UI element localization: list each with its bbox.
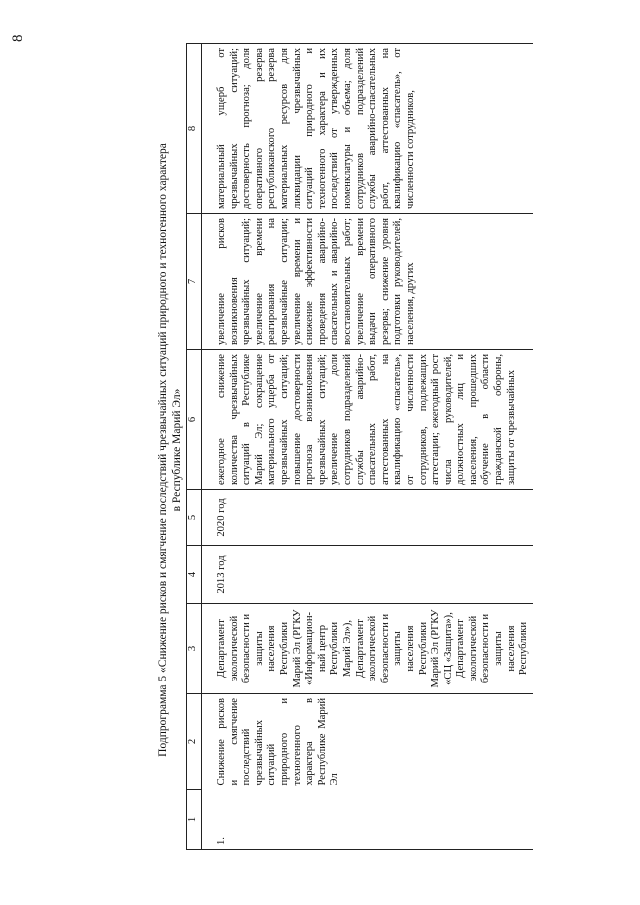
start-year-cell: 2013 год <box>202 546 533 604</box>
page-number: 8 <box>10 34 26 42</box>
header-cell: 4 <box>187 546 202 604</box>
header-cell: 3 <box>187 604 202 694</box>
title-line-1: Подпрограмма 5 «Снижение рисков и смягчение последствий чрезвычайных ситуаций природного и техногенного характера <box>157 143 169 757</box>
end-year-cell: 2020 год <box>202 490 533 546</box>
title-line-2: в Республике Марий Эл» <box>171 388 183 512</box>
consequences-cell: увеличение рисков возникновения чрезвычайных ситуаций; увеличение времени реагирования на чрезвычайные ситуации; увеличение времени и снижение эффективности проведения аварийно-спасательных и аварийно-восстановительных работ; увеличение времени выдачи оперативного резерва; снижение уровня подготовки руководителей, населения, других <box>202 214 533 350</box>
header-cell: 7 <box>187 214 202 350</box>
section-title <box>156 50 184 850</box>
indicators-cell: материальный ущерб от чрезвычайных ситуаций; достоверность прогноза; доля оперативного резерва республиканского резерва материальных ресурсов для ликвидации чрезвычайных ситуаций природного и техногенного характера и их последствий от утвержденных номенклатуры и объема; доля сотрудников подразделений службы аварийно-спасательных работ, аттестованных на квалификацию «спасатель», от численности сотрудников, <box>202 44 533 214</box>
header-cell: 6 <box>187 350 202 490</box>
program-table <box>186 43 533 850</box>
executor-cell: Департамент экологической безопасности и защиты населения Республики Марий Эл (РГКУ «Информацион-ный центр Республики Марий Эл»), Департамент экологической безопасности и защиты населения Республики Марий Эл (РГКУ «СЦ «Защита»), Департамент экологической безопасности и защиты населения Республики <box>202 604 533 694</box>
header-cell: 1 <box>187 790 202 850</box>
header-cell: 8 <box>187 44 202 214</box>
header-cell: 2 <box>187 694 202 790</box>
header-cell: 5 <box>187 490 202 546</box>
expected-result-cell: ежегодное снижение количества чрезвычайных ситуаций в Республике Марий Эл; сокращение материального ущерба от чрезвычайных ситуаций; повышение достоверности прогноза возникновения чрезвычайных ситуаций; увеличение доли сотрудников подразделений службы аварийно-спасательных работ, аттестованных на квалификацию «спасатель», от численности сотрудников, подлежащих аттестации; ежегодный рост числа руководителей, должностных лиц и населения, прошедших обучение в области гражданской обороны, защиты от чрезвычайных <box>202 350 533 490</box>
row-number: 1. <box>216 837 227 845</box>
table-row <box>202 44 533 850</box>
row-number-cell <box>202 790 533 850</box>
event-name-cell: Снижение рисков и смягчение последствий чрезвычайных ситуаций природного и техногенного характера в Республике Марий Эл <box>202 694 533 790</box>
table-header-row <box>187 44 202 850</box>
rotated-page <box>0 10 610 870</box>
